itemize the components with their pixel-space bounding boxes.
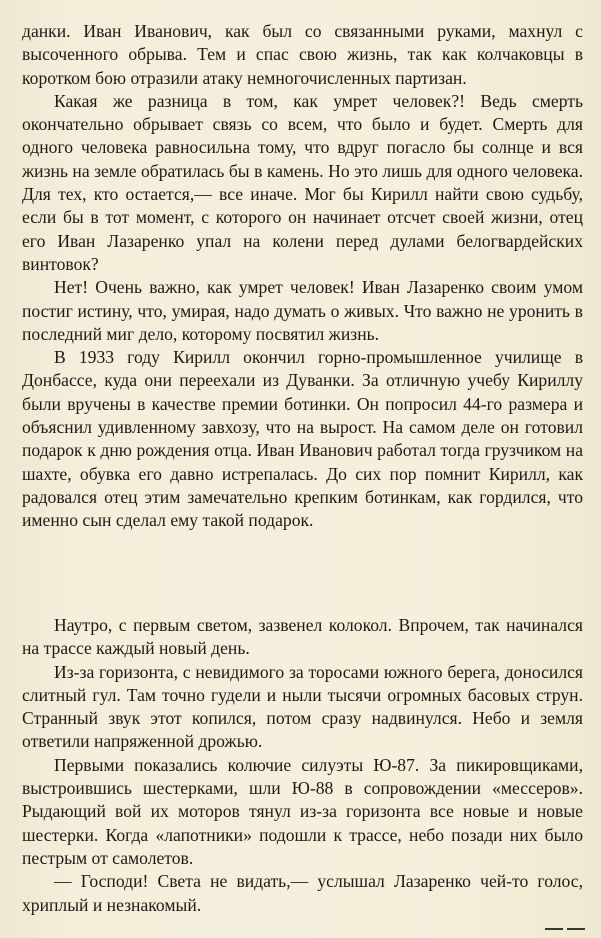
paragraph-3: Нет! Очень важно, как умрет человек! Иван Лазаренко своим умом постиг истину, что, умирая, надо думать о живых. Что важно не уронить в последний миг дело, которому посвятил жизнь. <box>22 277 583 344</box>
paragraph-5: Наутро, с первым светом, зазвенел колокол. Впрочем, так начинался на трассе каждый новый день. <box>22 615 583 659</box>
paragraph-4: В 1933 году Кирилл окончил горно-промышленное училище в Донбассе, куда они переехали из Дуванки. За отличную учебу Кириллу были вручены в качестве премии ботинки. Он попросил 44-го размера и объяснил удивленному завхозу, что на вырост. На самом деле он готовил подарок к дню рождения отца. Иван Иванович работал тогда грузчиком на шахте, обувка его давно истрепалась. До сих пор помнит Кирилл, как радовался отец этим замечательно крепким ботинкам, как гордился, что именно сын сделал ему такой подарок. <box>22 347 583 531</box>
paragraph-2: Какая же разница в том, как умрет человек?! Ведь смерть окончательно обрывает связь со всем, что было и будет. Смерть для одного человека равносильна тому, что вдруг погасло бы солнце и вся жизнь на земле обратилась бы в камень. Но это лишь для одного человека. Для тех, кто остается,— все иначе. Мог бы Кирилл найти свою судьбу, если бы в тот момент, с которого он начинает отсчет своей жизни, отец его Иван Лазаренко упал на колени перед дулами белогвардейских винтовок? <box>22 90 583 274</box>
paragraph-7: Первыми показались колючие силуэты Ю-87. За пикировщиками, выстроившись шестерками, шли Ю-88 в сопровождении «мессеров». Рыдающий вой их моторов тянул из-за горизонта все новые и новые шестерки. Когда «лапотники» подошли к трассе, небо позади них было пестрым от самолетов. <box>22 754 583 868</box>
corner-mark <box>567 928 585 930</box>
corner-mark <box>545 928 563 930</box>
paragraph-8: — Господи! Света не видать,— услышал Лазаренко чей-то голос, хриплый и незнакомый. <box>22 871 583 915</box>
paragraph-6: Из-за горизонта, с невидимого за торосами южного берега, доносился слитный гул. Там точно гудели и ныли тысячи огромных басовых струн. Странный звук этот копился, потом сразу надвинулся. Небо и земля ответили напряженной дрожью. <box>22 661 583 752</box>
page-corner-marks <box>541 920 587 930</box>
text-section-first <box>22 20 583 533</box>
paragraph-1: данки. Иван Иванович, как был со связанными руками, махнул с высоченного обрыва. Тем и спас свою жизнь, так как колчаковцы в коротком бою отразили атаку немногочисленных партизан. <box>22 21 583 88</box>
text-section-second <box>22 614 583 917</box>
